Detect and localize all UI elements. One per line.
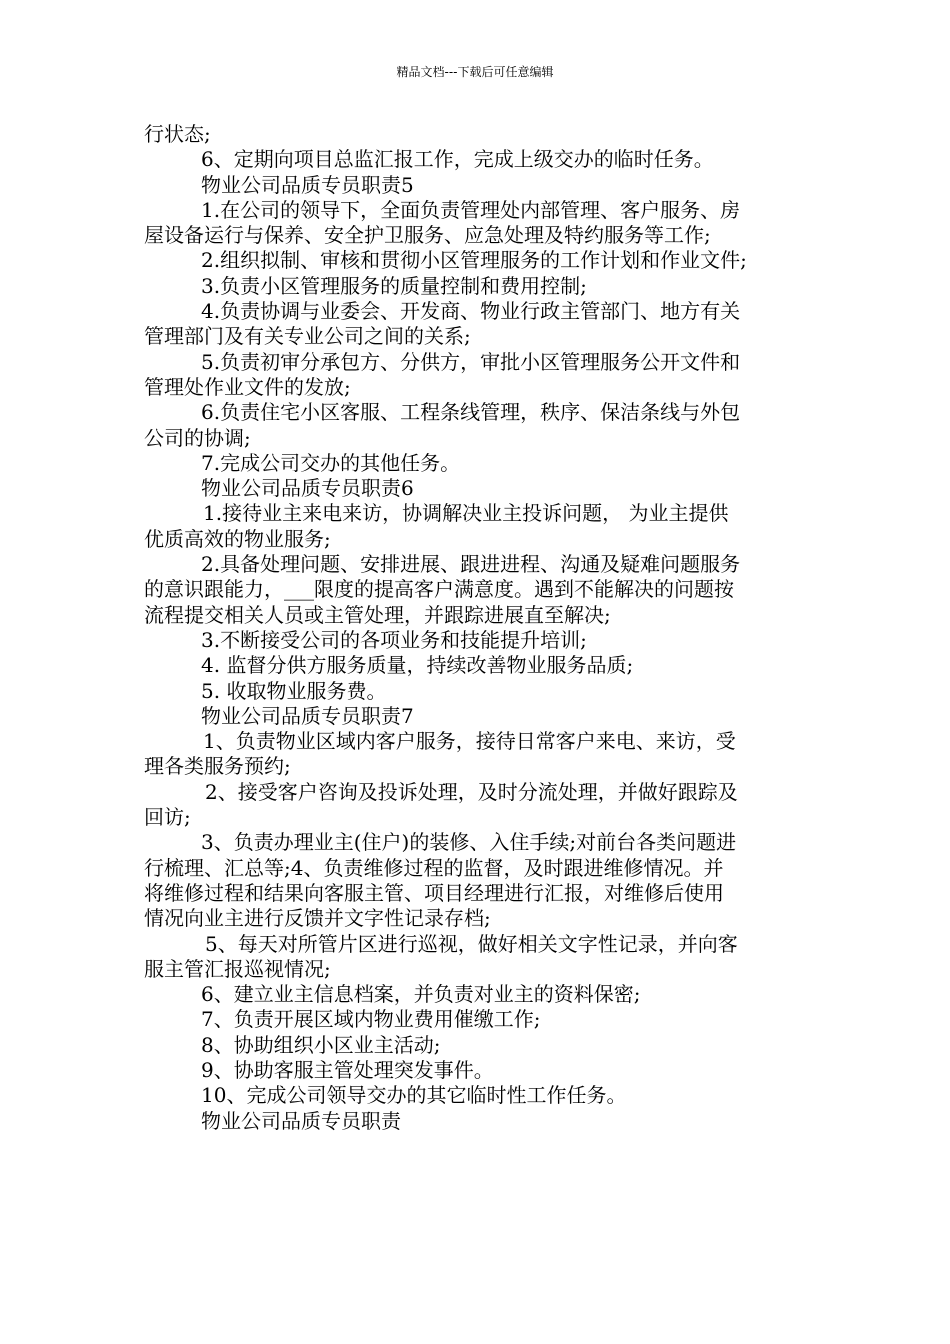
text-line: 物业公司品质专员职责 [201,1108,401,1133]
text-line: 3.负责小区管理服务的质量控制和费用控制; [201,273,587,298]
text-line: 的意识跟能力，___限度的提高客户满意度。遇到不能解决的问题按 [144,577,734,602]
text-line: 物业公司品质专员职责7 [201,703,414,728]
text-line: 3.不断接受公司的各项业务和技能提升培训; [201,627,587,652]
text-line: 2.具备处理问题、安排进展、跟进进程、沟通及疑难问题服务 [201,552,741,577]
text-line: 2、接受客户咨询及投诉处理，及时分流处理，并做好跟踪及 [205,779,738,804]
text-line: 6、建立业主信息档案，并负责对业主的资料保密; [201,982,641,1007]
page-header: 精品文档---下载后可任意编辑 [396,65,554,79]
text-line: 服主管汇报巡视情况; [144,956,331,981]
text-line: 1.接待业主来电来访，协调解决业主投诉问题， 为业主提供 [203,501,729,526]
text-line: 行梳理、汇总等;4、负责维修过程的监督，及时跟进维修情况。并 [144,855,724,880]
text-line: 5. 收取物业服务费。 [201,678,387,703]
text-line: 8、协助组织小区业主活动; [201,1032,441,1057]
text-line: 屋设备运行与保养、安全护卫服务、应急处理及特约服务等工作; [144,223,711,248]
text-line: 1、负责物业区域内客户服务，接待日常客户来电、来访，受 [203,729,736,754]
text-line: 管理处作业文件的发放; [144,374,351,399]
text-line: 5.负责初审分承包方、分供方，审批小区管理服务公开文件和 [201,349,741,374]
text-line: 流程提交相关人员或主管处理，并跟踪进展直至解决; [144,602,611,627]
text-line: 7、负责开展区域内物业费用催缴工作; [201,1007,541,1032]
text-line: 4.负责协调与业委会、开发商、物业行政主管部门、地方有关 [201,299,741,324]
text-line: 6、定期向项目总监汇报工作，完成上级交办的临时任务。 [201,147,714,172]
text-line: 情况向业主进行反馈并文字性记录存档; [144,906,491,931]
text-line: 物业公司品质专员职责6 [201,476,414,501]
text-line: 理各类服务预约; [144,754,291,779]
text-line: 3、负责办理业主(住户)的装修、入住手续;对前台各类问题进 [201,830,737,855]
text-line: 5、每天对所管片区进行巡视，做好相关文字性记录，并向客 [205,931,738,956]
text-line: 4. 监督分供方服务质量，持续改善物业服务品质; [201,653,634,678]
text-line: 将维修过程和结果向客服主管、项目经理进行汇报，对维修后使用 [144,880,724,905]
text-line: 公司的协调; [144,425,251,450]
text-line: 管理部门及有关专业公司之间的关系; [144,324,471,349]
text-line: 物业公司品质专员职责5 [201,172,414,197]
text-line: 2.组织拟制、审核和贯彻小区管理服务的工作计划和作业文件; [201,248,747,273]
document-body [144,122,810,1134]
text-line: 优质高效的物业服务; [144,526,331,551]
text-line: 1.在公司的领导下，全面负责管理处内部管理、客户服务、房 [201,197,741,222]
text-line: 7.完成公司交办的其他任务。 [201,450,461,475]
text-line: 回访; [144,805,191,830]
text-line: 行状态; [144,122,211,146]
text-line: 9、协助客服主管处理突发事件。 [201,1057,494,1082]
text-line: 6.负责住宅小区客服、工程条线管理，秩序、保洁条线与外包 [201,400,741,425]
text-line: 10、完成公司领导交办的其它临时性工作任务。 [201,1083,627,1108]
